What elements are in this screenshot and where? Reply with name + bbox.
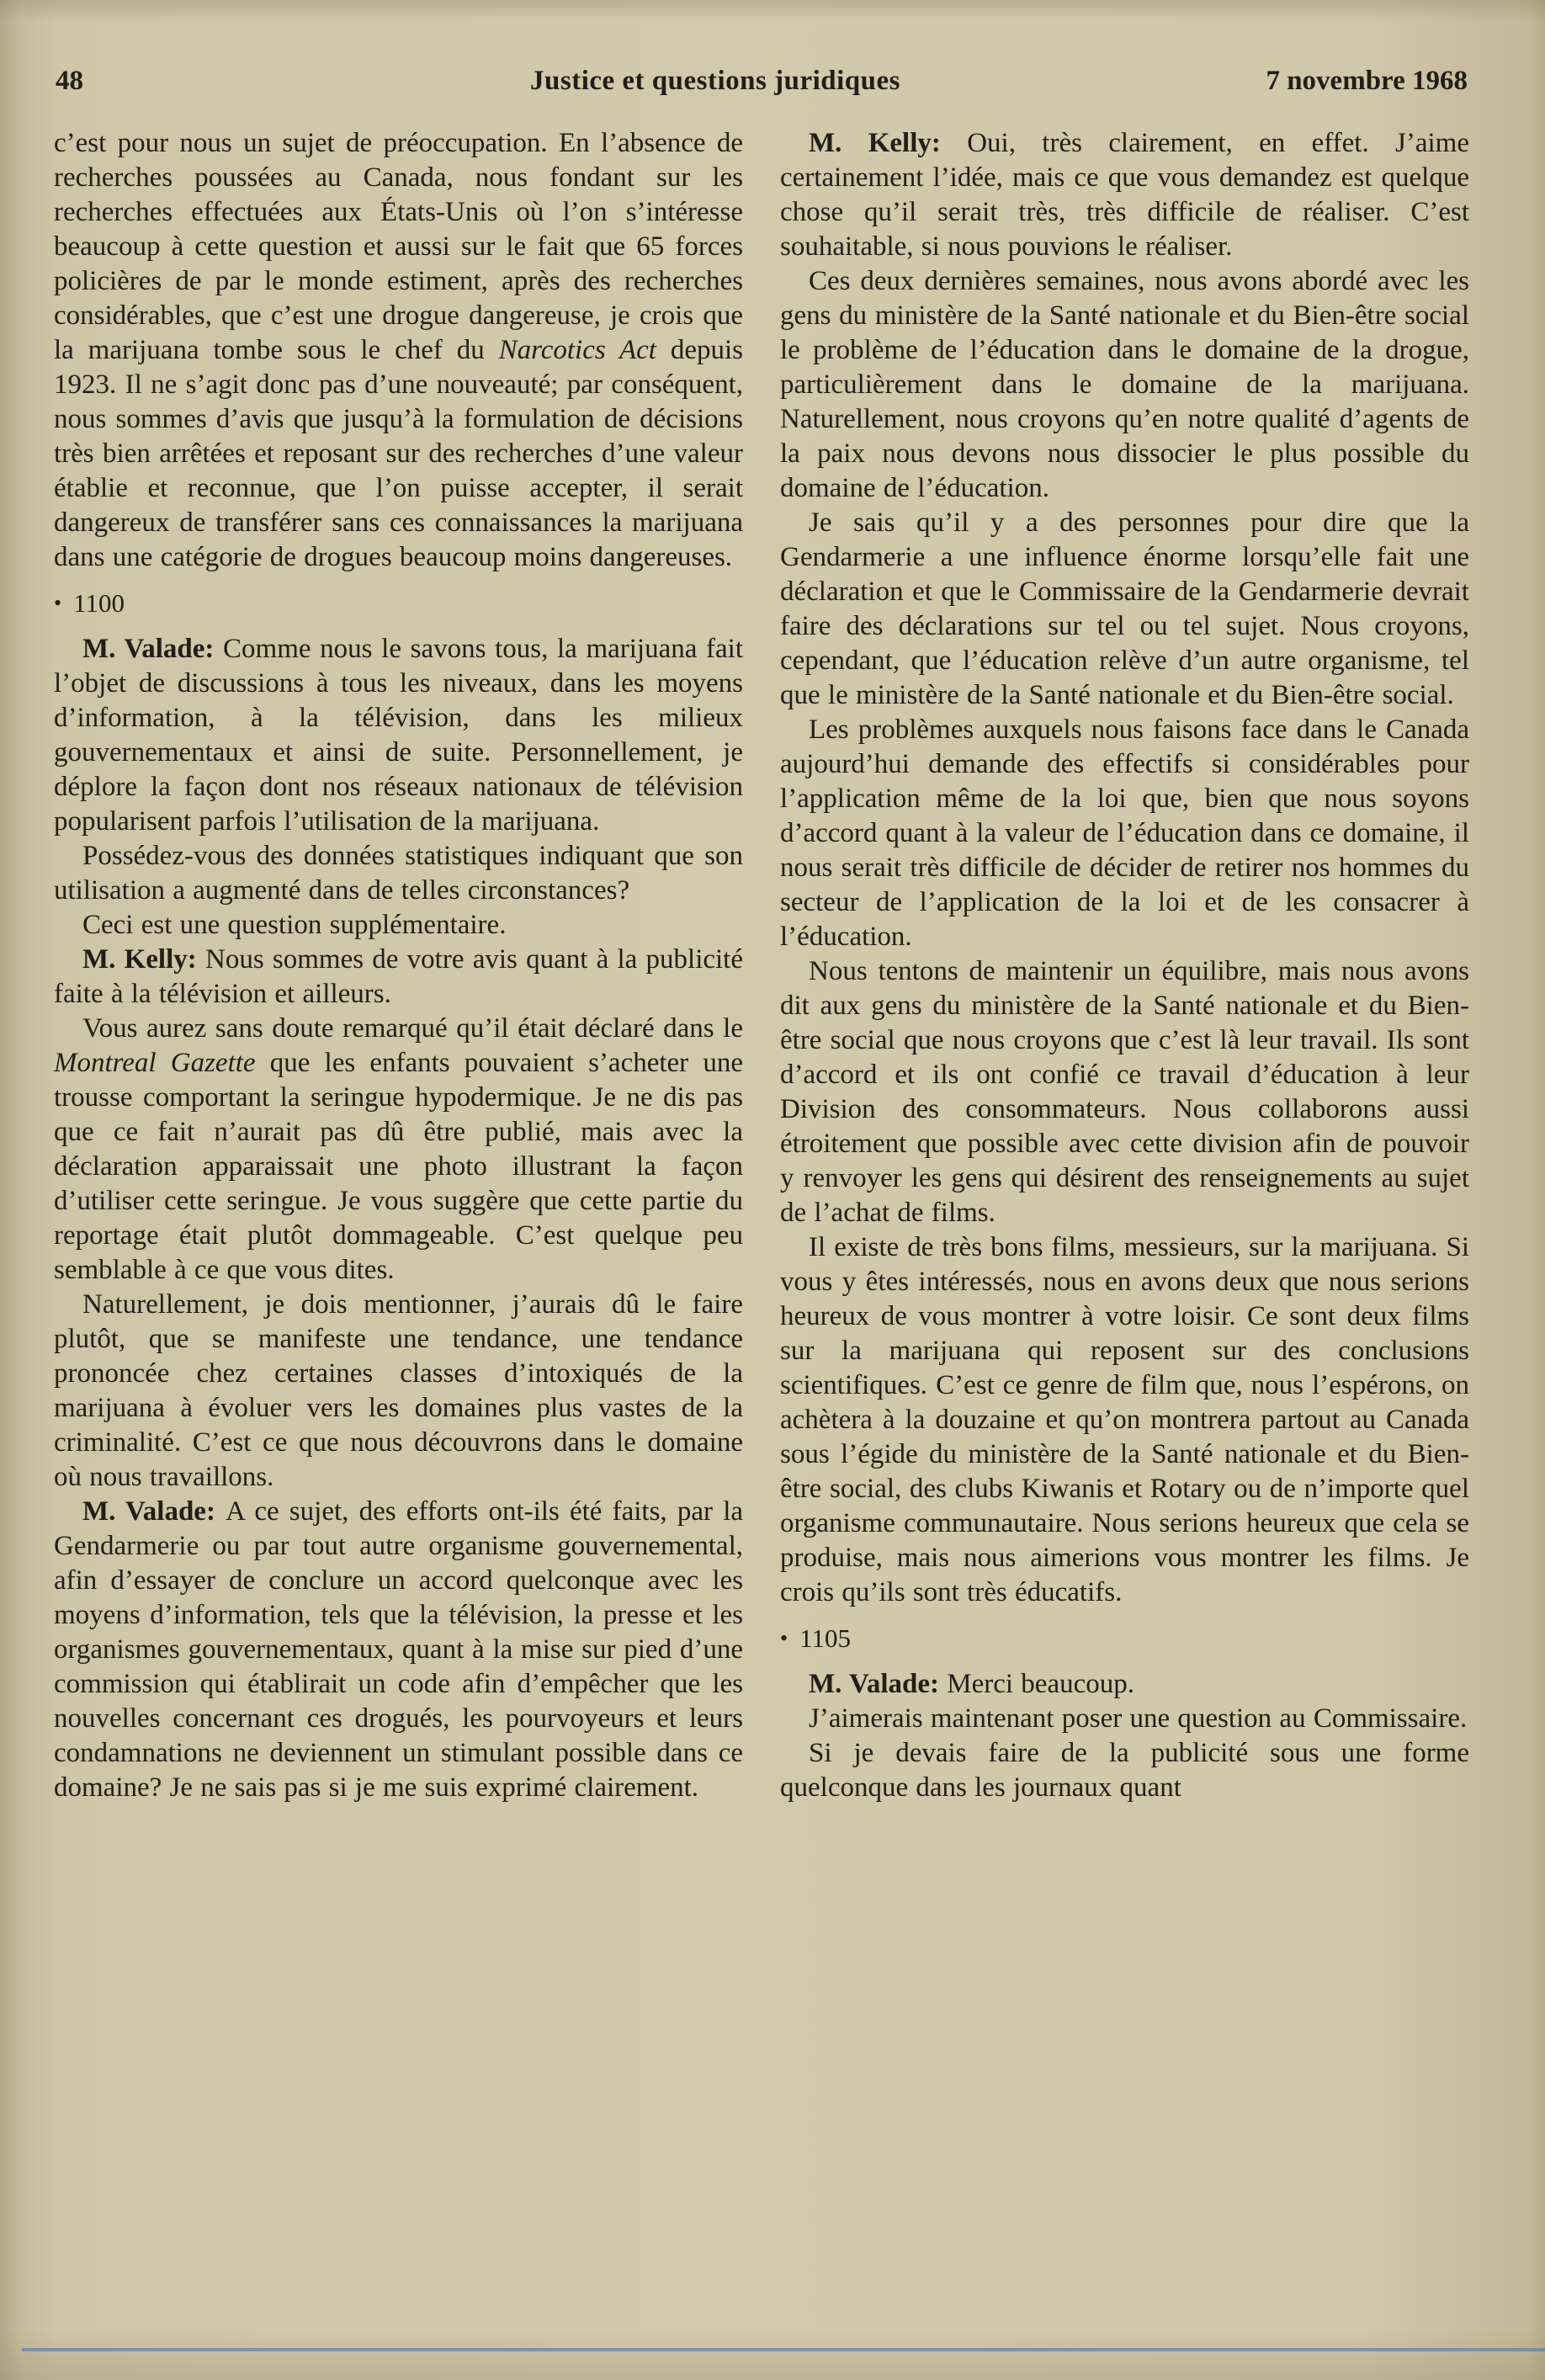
paragraph: Vous aurez sans doute remarqué qu’il était déclaré dans le Montreal Gazette que les enfants pouvaient s’acheter une trousse comportant la seringue hypodermique. Je ne dis pas que ce fait n’aurait pas dû être publié, mais avec la déclaration apparaissait une photo illustrant la façon d’utiliser cette seringue. Je vous suggère que cette partie du reportage était plutôt dommageable. C’est quelque peu semblable à ce que vous dites. bbox=[54, 1013, 743, 1285]
paragraph: Naturellement, je dois mentionner, j’aurais dû le faire plutôt, que se manifeste une tendance, une tendance prononcée chez certaines classes d’intoxiqués de la marijuana à évoluer vers les domaines plus vastes de la criminalité. C’est ce que nous découvrons dans le domaine où nous travaillons. bbox=[54, 1289, 743, 1492]
scan-artifact-line bbox=[22, 2348, 1545, 2351]
paragraph: Si je devais faire de la publicité sous une forme quelconque dans les journaux quant bbox=[780, 1738, 1469, 1803]
paragraph: Nous tentons de maintenir un équilibre, mais nous avons dit aux gens du ministère de la Santé nationale et du Bien-être social que nous croyons que c’est là leur travail. Ils sont d’accord et ils ont confié ce travail d’éducation à leur Division des consommateurs. Nous collaborons aussi étroitement que possible avec cette division afin de pouvoir y renvoyer les gens qui désirent des renseignements au sujet de l’achat de films. bbox=[780, 956, 1469, 1228]
timestamp-marker bbox=[54, 588, 743, 620]
speaker-name: M. Valade: bbox=[82, 634, 224, 664]
paragraph: Les problèmes auxquels nous faisons face dans le Canada aujourd’hui demande des effectifs si considérables pour l’application même de la loi que, bien que nous soyons d’accord quant à la valeur de l’éducation dans ce domaine, il nous serait très difficile de décider de retirer nos hommes du secteur de l’application de la loi et de les consacrer à l’éducation. bbox=[780, 715, 1469, 952]
paragraph: Ceci est une question supplémentaire. bbox=[82, 910, 507, 940]
text-columns bbox=[54, 126, 1469, 2330]
right-column bbox=[780, 126, 1469, 2330]
page-number: 48 bbox=[56, 66, 83, 96]
paragraph: Ces deux dernières semaines, nous avons abordé avec les gens du ministère de la Santé nationale et du Bien-être social le problème de l’éducation dans le domaine de la drogue, particulièrement dans le domaine de la marijuana. Naturellement, nous croyons qu’en notre qualité d’agents de la paix nous devons nous dissocier le plus possible du domaine de l’éducation. bbox=[780, 266, 1469, 503]
speech-paragraph: M. Kelly: Nous sommes de votre avis quant à la publicité faite à la télévision et ailleurs. bbox=[54, 944, 743, 1009]
page-title: Justice et questions juridiques bbox=[530, 66, 900, 96]
paragraph: Il existe de très bons films, messieurs, sur la marijuana. Si vous y êtes intéressés, nous en avons deux que nous serions heureux de vous montrer à votre loisir. Ce sont deux films sur la marijuana qui reposent sur des conclusions scientifiques. C’est ce genre de film que, nous l’espérons, on achètera à la douzaine et qu’on montrera partout au Canada sous l’égide du ministère de la Santé nationale et du Bien-être social, des clubs Kiwanis et Rotary ou de n’importe quel organisme communautaire. Nous serions heureux que cela se produise, mais nous aimerions vous montrer les films. Je crois qu’ils sont très éducatifs. bbox=[780, 1232, 1469, 1607]
page-header bbox=[56, 66, 1468, 97]
speech-paragraph: M. Valade: Comme nous le savons tous, la marijuana fait l’objet de discussions à tous les niveaux, dans les moyens d’information, à la télévision, dans les milieux gouvernementaux et ainsi de suite. Personnellement, je déplore la façon dont nos réseaux nationaux de télévision popularisent parfois l’utilisation de la marijuana. bbox=[54, 634, 743, 837]
timestamp-text: 1105 bbox=[799, 1623, 851, 1653]
speaker-name: M. Kelly: bbox=[809, 128, 968, 158]
speaker-name: M. Valade: bbox=[809, 1669, 948, 1699]
timestamp-marker bbox=[780, 1623, 1469, 1655]
header-date: 7 novembre 1968 bbox=[1266, 66, 1468, 96]
bullet-icon: • bbox=[780, 1626, 788, 1650]
speech-paragraph: M. Kelly: Oui, très clairement, en effet. J’aime certainement l’idée, mais ce que vous demandez est quelque chose qu’il serait très, très difficile de réaliser. C’est souhaitable, si nous pouvions le réaliser. bbox=[780, 128, 1469, 262]
paragraph: J’aimerais maintenant poser une question au Commissaire. bbox=[809, 1703, 1468, 1734]
paragraph: Je sais qu’il y a des personnes pour dire que la Gendarmerie a une influence énorme lorsqu’elle fait une déclaration et que le Commissaire de la Gendarmerie devrait faire des déclarations sur tel ou tel sujet. Nous croyons, cependant, que l’éducation relève d’un autre organisme, tel que le ministère de la Santé nationale et du Bien-être social. bbox=[780, 507, 1469, 710]
speech-paragraph: M. Valade: A ce sujet, des efforts ont-ils été faits, par la Gendarmerie ou par tout autre organisme gouvernemental, afin d’essayer de conclure un accord quelconque avec les moyens d’information, tels que la télévision, la presse et les organismes gouvernementaux, quant à la mise sur pied d’une commission qui établirait un code afin d’empêcher que les nouvelles concernant ces drogués, les pourvoyeurs et leurs condamnations ne deviennent un stimulant possible dans ce domaine? Je ne sais pas si je me suis exprimé clairement. bbox=[54, 1496, 744, 1803]
paragraph: c’est pour nous un sujet de préoccupation. En l’absence de recherches poussées au Canada, nous fondant sur les recherches effectuées aux États-Unis où l’on s’intéresse beaucoup à cette question et aussi sur le fait que 65 forces policières de par le monde estiment, après des recherches considérables, que c’est une drogue dangereuse, je crois que la marijuana tombe sous le chef du Narcotics Act depuis 1923. Il ne s’agit donc pas d’une nouveauté; par conséquent, nous sommes d’avis que jusqu’à la formulation de décisions très bien arrêtées et reposant sur des recherches d’une valeur établie et reconnue, que l’on puisse accepter, il serait dangereux de transférer sans ces connaissances la marijuana dans une catégorie de drogues beaucoup moins dangereuses. bbox=[54, 128, 743, 572]
cited-title: Narcotics Act bbox=[498, 335, 656, 365]
timestamp-text: 1100 bbox=[73, 588, 125, 618]
speaker-name: M. Kelly: bbox=[82, 944, 205, 975]
speaker-name: M. Valade: bbox=[82, 1496, 226, 1527]
left-column bbox=[54, 126, 743, 2330]
bullet-icon: • bbox=[54, 591, 62, 615]
speech-paragraph: M. Valade: Merci beaucoup. bbox=[809, 1669, 1135, 1699]
cited-title: Montreal Gazette bbox=[54, 1048, 256, 1078]
paragraph: Possédez-vous des données statistiques indiquant que son utilisation a augmenté dans de telles circonstances? bbox=[54, 841, 743, 906]
